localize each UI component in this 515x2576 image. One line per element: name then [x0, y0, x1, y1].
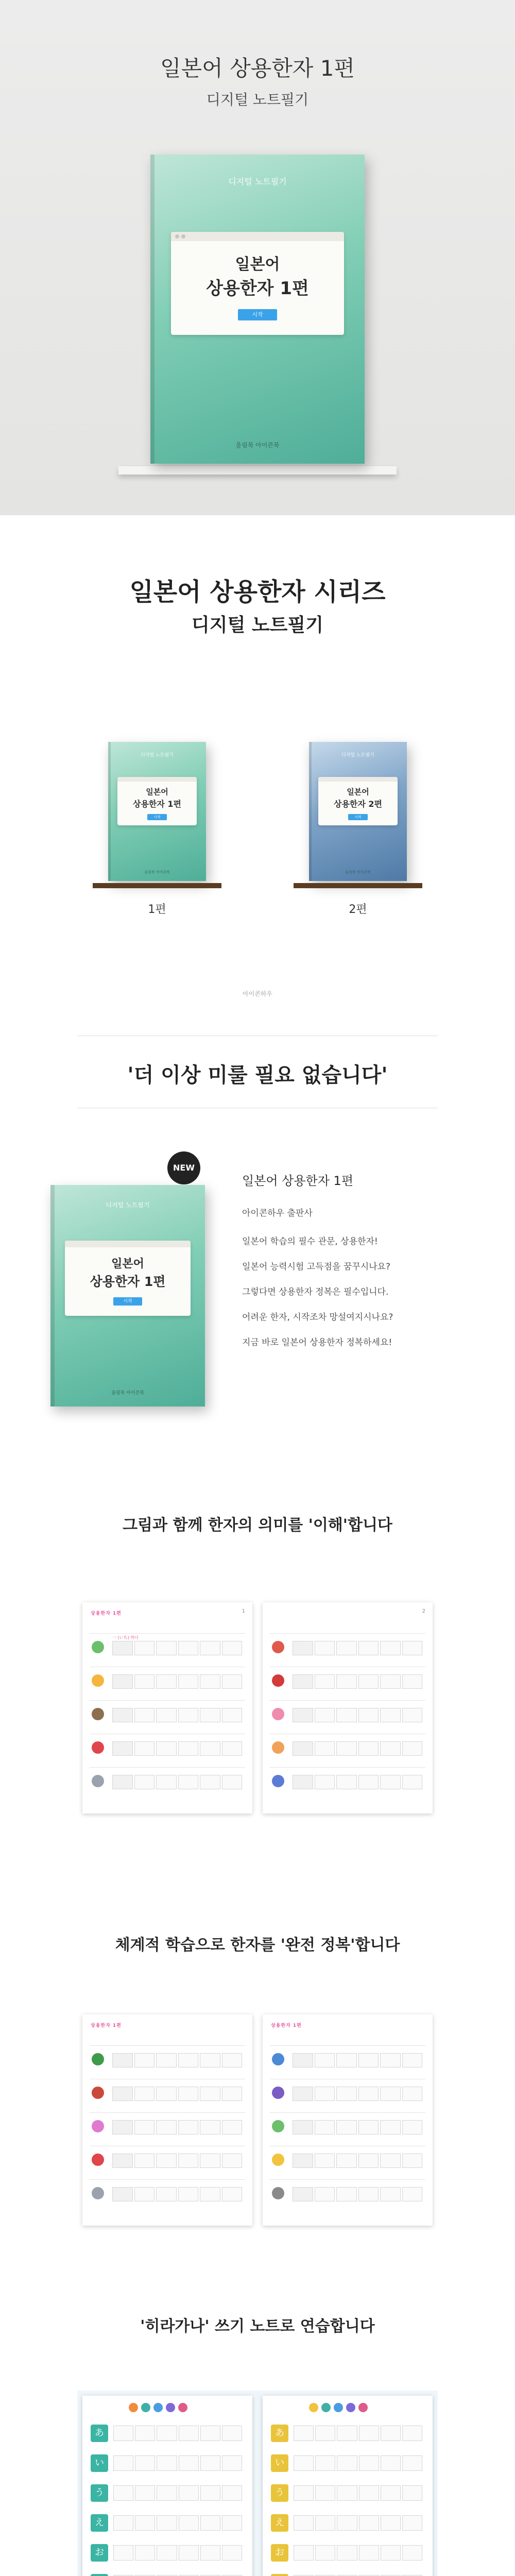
worksheet-panel: [77, 2009, 438, 2231]
kanji-row: [270, 1633, 425, 1663]
kanji-row: [270, 1767, 425, 1797]
kanji-row: [90, 2112, 245, 2142]
line-icon: [92, 2187, 104, 2199]
sheet-header: 상용한자 1편: [271, 2023, 302, 2028]
book-title-line2: 상용한자 1편: [90, 1274, 166, 1289]
publisher-label: 올림북 아이콘북: [111, 1391, 144, 1396]
hiragana-tile: い: [91, 2454, 108, 2472]
window-frame: [117, 777, 197, 825]
feature2-section: [0, 1886, 515, 2267]
sheet-header: 상용한자 1편: [91, 2023, 122, 2028]
shelf: [118, 466, 397, 474]
star-icon: [272, 2154, 284, 2166]
caption-1: 1편: [148, 903, 166, 916]
quote-text: '더 이상 미룰 필요 없습니다': [127, 1063, 388, 1087]
hiragana-row: [90, 2421, 245, 2447]
start-button: 시작: [147, 814, 167, 820]
sheet-header: 상용한자 1편: [91, 1611, 122, 1616]
kanji-row: [90, 2079, 245, 2108]
intro-title: 일본어 상용한자 1편: [242, 1174, 353, 1188]
book-title-line1: 일본어: [347, 787, 369, 796]
series-label: 디지털 노트필기: [341, 753, 374, 758]
start-button: 시작: [238, 309, 277, 320]
cross-icon: [92, 1741, 104, 1754]
kanji-row: [90, 1667, 245, 1696]
hiragana-tile: [271, 2574, 288, 2576]
hiragana-row: [270, 2451, 425, 2477]
hiragana-row: [90, 2571, 245, 2576]
bird-icon: [92, 2087, 104, 2099]
window-frame: [65, 1241, 191, 1316]
worksheet-right: [263, 2014, 433, 2226]
intro-line: 지금 바로 일본어 상용한자 정복하세요!: [242, 1337, 392, 1348]
intro-line: 그렇다면 상용한자 정복은 필수입니다.: [242, 1287, 389, 1297]
key-icon: [272, 2187, 284, 2199]
leaf-icon: [272, 2120, 284, 2132]
kanji-row: [90, 1767, 245, 1797]
publisher-label: 올림북 아이콘북: [345, 870, 371, 874]
hero-title: 일본어 상용한자 1편: [160, 56, 355, 81]
window-frame: [318, 777, 398, 825]
hiragana-row: [270, 2481, 425, 2507]
tree-icon: [92, 1641, 104, 1653]
start-button: 시작: [348, 814, 368, 820]
worksheet-left: [82, 2014, 252, 2226]
page-number: 2: [422, 1608, 425, 1614]
hiragana-row: [90, 2511, 245, 2537]
hiragana-row: [90, 2481, 245, 2507]
feature3-title: '히라가나' 쓰기 노트로 연습합니다: [140, 2317, 375, 2335]
hiragana-tile: う: [91, 2484, 108, 2502]
water-icon: [272, 1641, 284, 1653]
kanji-row: [270, 1700, 425, 1730]
hero-section: [0, 0, 515, 515]
hiragana-row: [270, 2571, 425, 2576]
book-title-line1: 일본어: [146, 787, 168, 796]
hiragana-tile: [91, 2574, 108, 2576]
fish-icon: [272, 2087, 284, 2099]
book-title-line1: 일본어: [235, 256, 280, 274]
hero-subtitle: 디지털 노트필기: [206, 91, 309, 108]
globe-icon: [272, 2053, 284, 2065]
kanji-row: [90, 1633, 245, 1663]
intro-book-cover: [50, 1185, 205, 1406]
quote-section: [0, 1020, 515, 1123]
series-subtitle: 디지털 노트필기: [192, 615, 323, 636]
series-label: 디지털 노트필기: [141, 753, 174, 758]
intro-line: 어려운 한자, 시작조차 망설여지시나요?: [242, 1312, 393, 1323]
hiragana-row: [90, 2541, 245, 2567]
line-icon: [92, 1775, 104, 1787]
new-badge: NEW: [167, 1151, 200, 1184]
palette-icon: [92, 2120, 104, 2132]
hiragana-row: [270, 2541, 425, 2567]
hero-book-cover: [150, 155, 365, 464]
kanji-row: [90, 1700, 245, 1730]
hiragana-row: [90, 2451, 245, 2477]
moon-icon: [272, 1775, 284, 1787]
hiragana-sheet-left: [82, 2396, 252, 2576]
feature2-title: 체계적 학습으로 한자를 '완전 정복'합니다: [115, 1936, 400, 1954]
fire-icon: [272, 1674, 284, 1687]
hiragana-tile: う: [271, 2484, 288, 2502]
cross-icon: [92, 2154, 104, 2166]
caption-2: 2편: [349, 903, 367, 916]
hiragana-tile: え: [91, 2514, 108, 2532]
hiragana-tile: い: [271, 2454, 288, 2472]
series-label: 디지털 노트필기: [106, 1201, 150, 1209]
intro-line: 일본어 학습의 필수 관문, 상용한자!: [242, 1236, 378, 1247]
intro-line: 아이콘하우 출판사: [242, 1208, 313, 1218]
publisher-label: 올림북 아이콘북: [235, 442, 280, 449]
color-dots: [129, 2403, 187, 2412]
series-section: [0, 515, 515, 1020]
kanji-row: [270, 2146, 425, 2175]
book-title-line2: 상용한자 1편: [133, 799, 181, 809]
window-frame: [171, 232, 344, 335]
intro-line: 일본어 능력시험 고득점을 꿈꾸시나요?: [242, 1262, 390, 1272]
kanji-row: [270, 2079, 425, 2108]
start-button: 시작: [113, 1297, 142, 1306]
series-title: 일본어 상용한자 시리즈: [129, 578, 386, 606]
kanji-row: [90, 2146, 245, 2175]
hiragana-row: [270, 2511, 425, 2537]
series-label: 디지털 노트필기: [228, 177, 287, 187]
feature1-section: [0, 1458, 515, 1886]
book-title-line1: 일본어: [111, 1258, 144, 1270]
hiragana-tile: お: [271, 2544, 288, 2562]
worksheet-left: [82, 1602, 252, 1814]
hiragana-tile: お: [91, 2544, 108, 2562]
shelf-1: [93, 883, 221, 888]
color-dots: [309, 2403, 368, 2412]
hiragana-tile: え: [271, 2514, 288, 2532]
word-label: 一 (いち) 하나: [112, 1635, 139, 1640]
kanji-row: [270, 2179, 425, 2209]
kanji-row: [270, 2045, 425, 2075]
hiragana-tile: あ: [91, 2425, 108, 2442]
page-number: 1: [242, 1608, 245, 1614]
worksheet-right: [263, 1602, 433, 1814]
kanji-row: [270, 2112, 425, 2142]
book-title-line2: 상용한자 2편: [334, 799, 382, 809]
kanji-row: [270, 1667, 425, 1696]
hiragana-row: [270, 2421, 425, 2447]
shelf-2: [294, 883, 422, 888]
kanji-row: [90, 1734, 245, 1763]
tree-icon: [92, 2053, 104, 2065]
feature1-title: 그림과 함께 한자의 의미를 '이해'합니다: [123, 1516, 392, 1534]
brand-label: 아이콘하우: [243, 990, 272, 997]
publisher-label: 올림북 아이콘북: [144, 870, 170, 874]
person-icon: [272, 1741, 284, 1754]
series-book-2: [309, 742, 407, 881]
worksheet-panel: [77, 1597, 438, 1819]
kanji-row: [90, 2045, 245, 2075]
mountain-icon: [92, 1708, 104, 1720]
hiragana-tile: あ: [271, 2425, 288, 2442]
series-book-1: [108, 742, 206, 881]
sun-icon: [92, 1674, 104, 1687]
hiragana-sheet-right: [263, 2396, 433, 2576]
book-title-line2: 상용한자 1편: [206, 278, 309, 299]
flower-icon: [272, 1708, 284, 1720]
kanji-row: [270, 1734, 425, 1763]
feature3-section: [0, 2267, 515, 2576]
kanji-row: [90, 2179, 245, 2209]
intro-section: [0, 1123, 515, 1458]
hiragana-panel: [77, 2391, 438, 2576]
